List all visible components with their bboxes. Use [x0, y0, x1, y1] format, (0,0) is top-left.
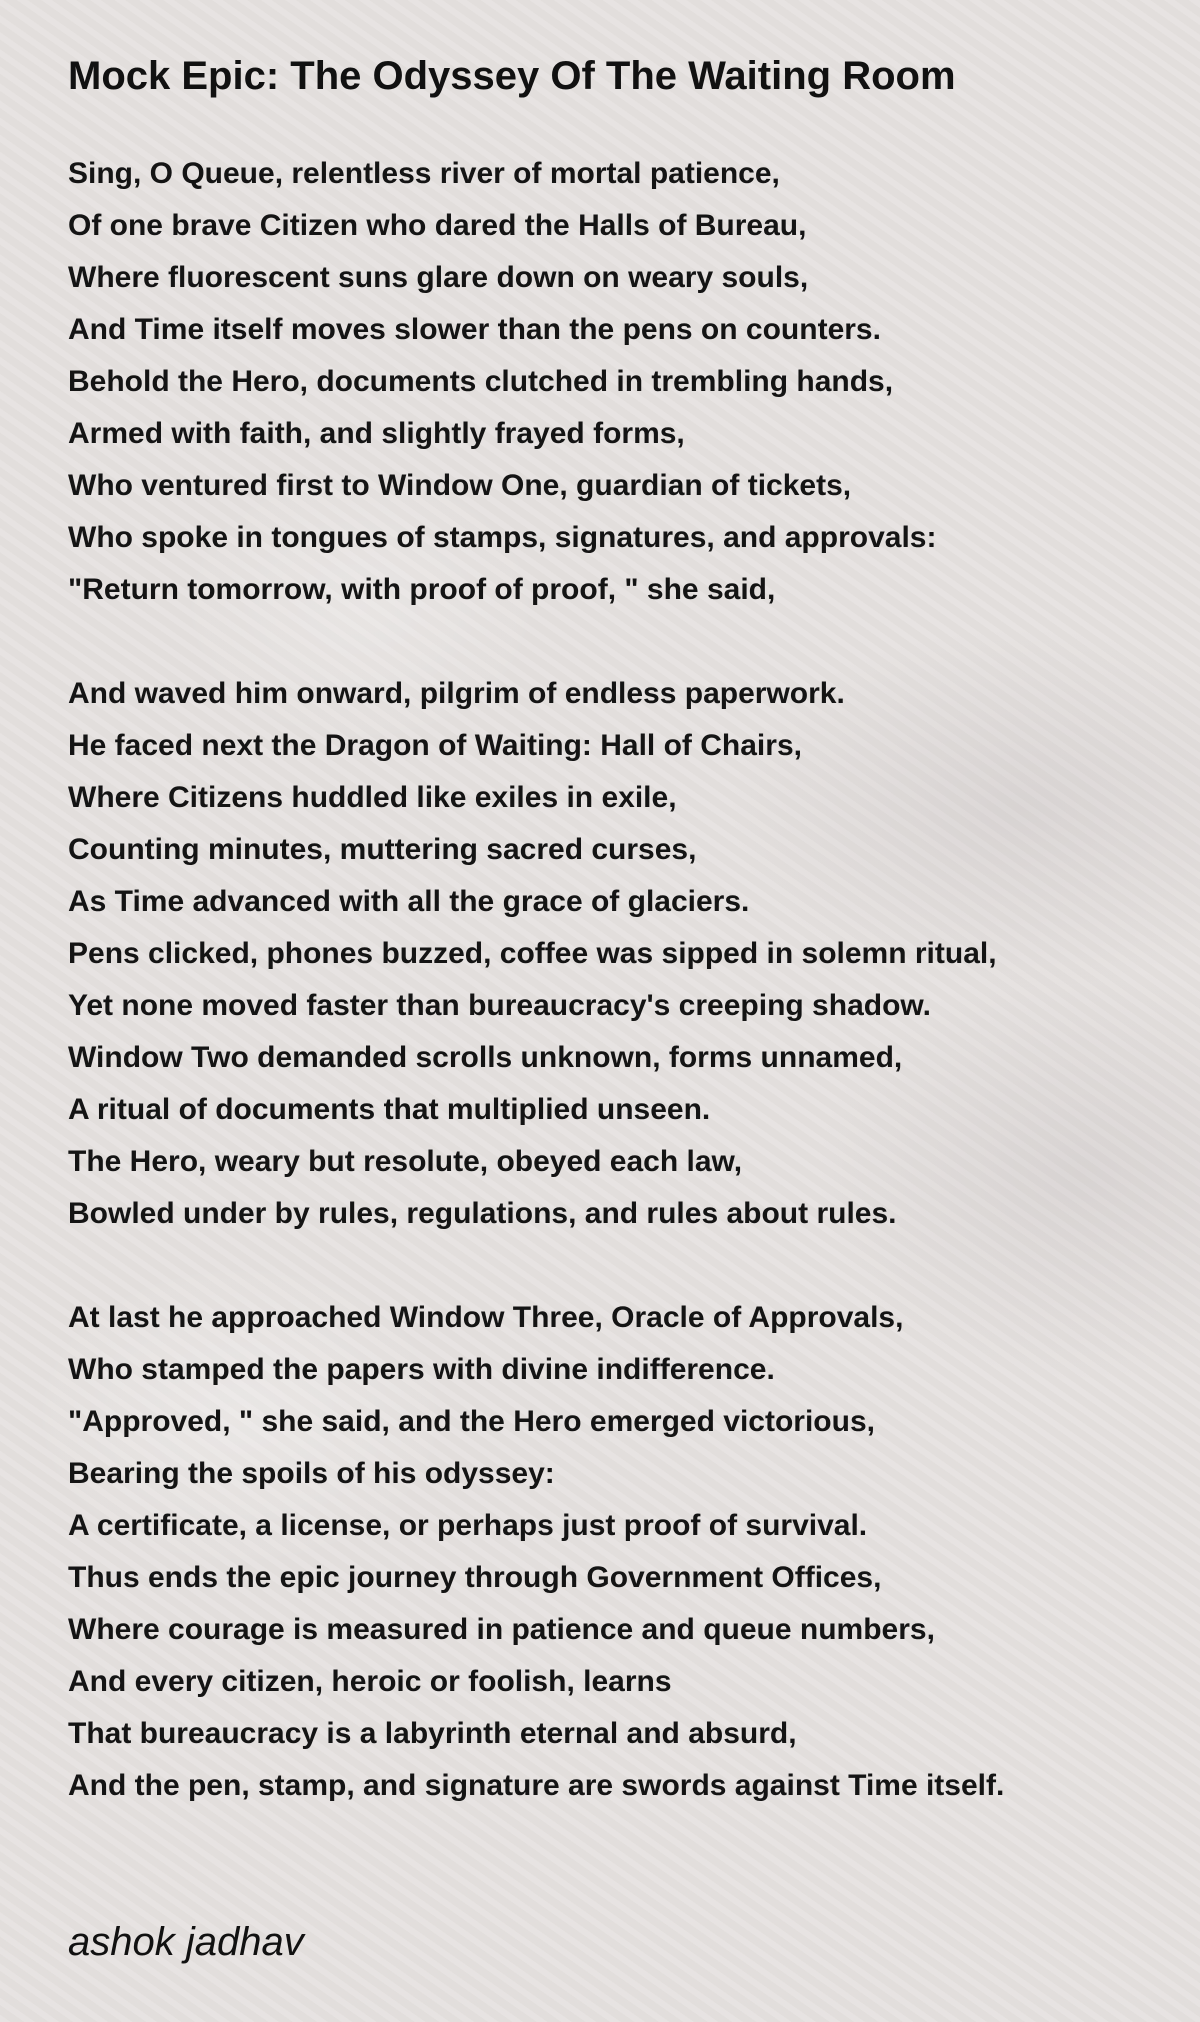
poem-line: Sing, O Queue, relentless river of mortal patience, [68, 157, 780, 190]
stanza [68, 148, 1004, 616]
poem-line: Thus ends the epic journey through Government Offices, [68, 1561, 882, 1594]
poem-line: Pens clicked, phones buzzed, coffee was sipped in solemn ritual, [68, 937, 997, 970]
poem-line: Counting minutes, muttering sacred curses, [68, 833, 697, 866]
poem-line: As Time advanced with all the grace of glaciers. [68, 885, 750, 918]
poem-line: And Time itself moves slower than the pens on counters. [68, 313, 881, 346]
poem-line: Window Two demanded scrolls unknown, forms unnamed, [68, 1041, 903, 1074]
poem-line: Who ventured first to Window One, guardian of tickets, [68, 469, 852, 502]
poem-title: Mock Epic: The Odyssey Of The Waiting Room [68, 54, 956, 98]
poem-line: Who stamped the papers with divine indifference. [68, 1353, 775, 1386]
stanza [68, 668, 1004, 1240]
poem-line: That bureaucracy is a labyrinth eternal and absurd, [68, 1717, 797, 1750]
poem-line: The Hero, weary but resolute, obeyed each law, [68, 1145, 743, 1178]
poem-line: Where fluorescent suns glare down on weary souls, [68, 261, 809, 294]
poem-line: And waved him onward, pilgrim of endless paperwork. [68, 677, 845, 710]
poem-line: "Approved, " she said, and the Hero emerged victorious, [68, 1405, 875, 1438]
poem-line: Who spoke in tongues of stamps, signatures, and approvals: [68, 521, 937, 554]
poem-line: Armed with faith, and slightly frayed forms, [68, 417, 685, 450]
poem-line: A ritual of documents that multiplied unseen. [68, 1093, 711, 1126]
poem-line: Where Citizens huddled like exiles in exile, [68, 781, 677, 814]
poem-line: Behold the Hero, documents clutched in trembling hands, [68, 365, 894, 398]
stanza [68, 1292, 1004, 1812]
poem-line: A certificate, a license, or perhaps just proof of survival. [68, 1509, 868, 1542]
poem-line: Of one brave Citizen who dared the Halls of Bureau, [68, 209, 807, 242]
poem-author: ashok jadhav [68, 1920, 304, 1964]
poem-line: Bowled under by rules, regulations, and rules about rules. [68, 1197, 897, 1230]
poem-line: "Return tomorrow, with proof of proof, " she said, [68, 573, 776, 606]
poem-line: And the pen, stamp, and signature are swords against Time itself. [68, 1769, 1005, 1802]
poem-line: Bearing the spoils of his odyssey: [68, 1457, 555, 1490]
poem-line: At last he approached Window Three, Oracle of Approvals, [68, 1301, 904, 1334]
poem-line: Yet none moved faster than bureaucracy's creeping shadow. [68, 989, 931, 1022]
poem-line: He faced next the Dragon of Waiting: Hall of Chairs, [68, 729, 802, 762]
poem-line: Where courage is measured in patience and queue numbers, [68, 1613, 935, 1646]
poem-body [68, 148, 1004, 1812]
poem-line: And every citizen, heroic or foolish, learns [68, 1665, 672, 1698]
